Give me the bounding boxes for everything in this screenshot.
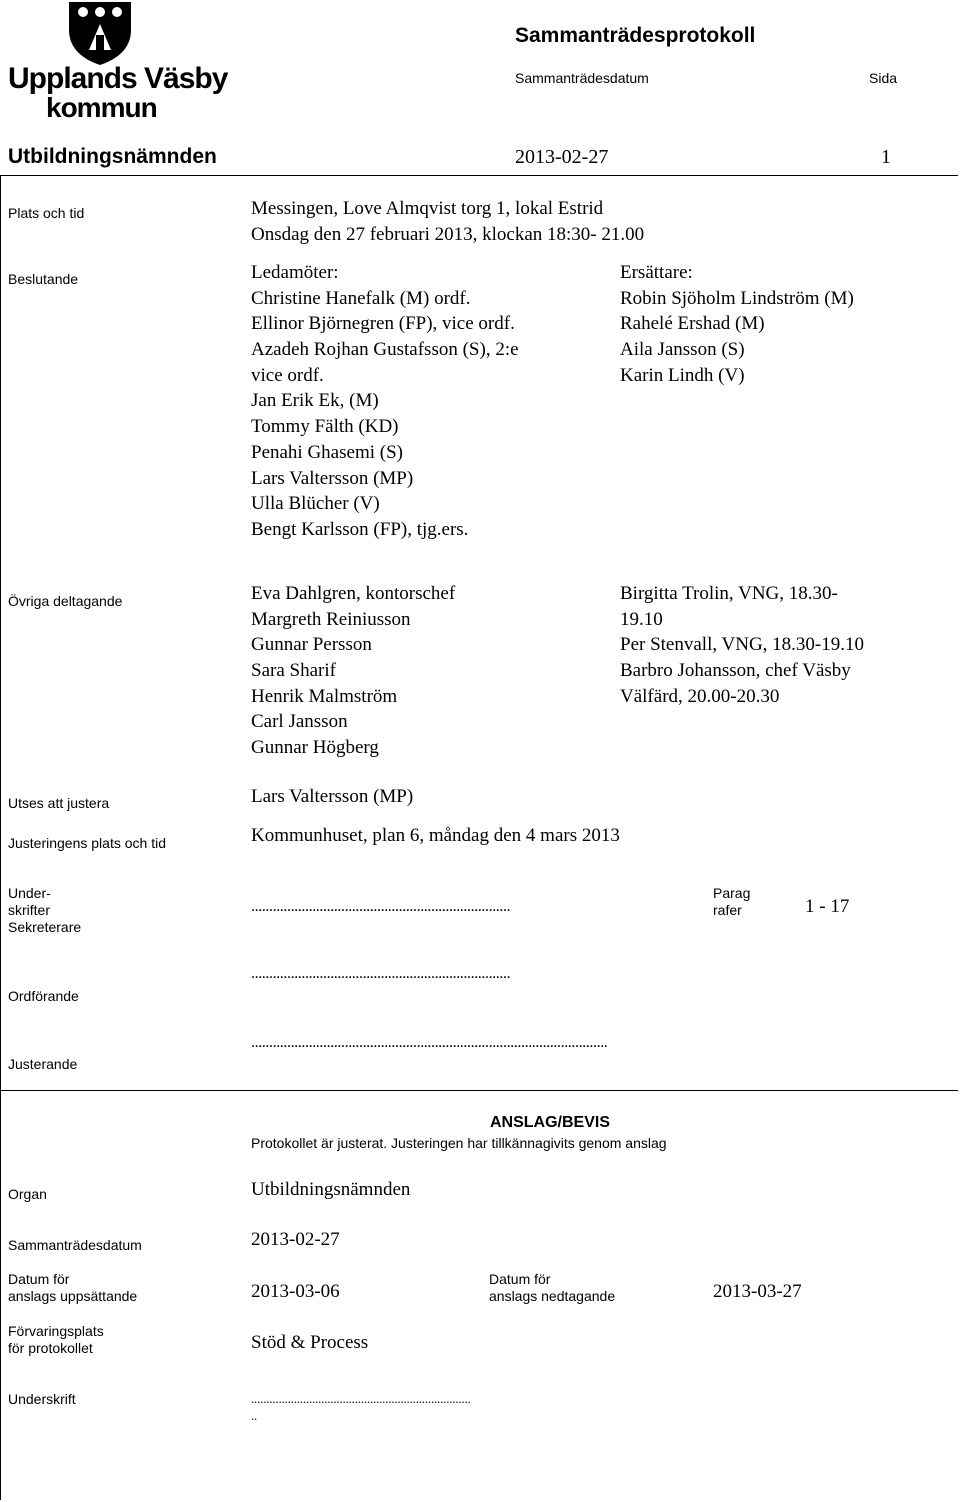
secretary-signature-line: ........................................................................ [251, 898, 511, 915]
list-item: Robin Sjöholm Lindström (M) [620, 287, 854, 309]
page-number: 1 [881, 146, 891, 168]
place-value [251, 196, 644, 247]
posted-value: 2013-03-06 [251, 1281, 340, 1302]
page-column-label: Sida [869, 70, 898, 86]
sign-line: ........................................................................ .. [251, 1391, 471, 1423]
paragraphs-value: 1 - 17 [805, 896, 850, 917]
chair-label: Ordförande [8, 988, 79, 1004]
paragraphs-label: Parag rafer [713, 885, 751, 918]
header-rule [0, 175, 958, 176]
list-item: Christine Hanefalk (M) ordf. [251, 287, 471, 309]
list-item: Carl Jansson [251, 711, 348, 733]
notice-text: Protokollet är justerat. Justeringen har tillkännagivits genom anslag [251, 1135, 667, 1151]
list-item: Ulla Blücher (V) [251, 493, 380, 515]
municipality-logo [8, 0, 228, 125]
sign-label: Underskrift [8, 1391, 76, 1407]
notice-title: ANSLAG/BEVIS [490, 1114, 611, 1131]
list-item: Jan Erik Ek, (M) [251, 390, 379, 412]
posted-label: Datum för anslags uppsättande [8, 1271, 138, 1304]
list-item: Ersättare: [620, 262, 693, 283]
list-item: Sara Sharif [251, 660, 336, 682]
list-item: Per Stenvall, VNG, 18.30-19.10 [620, 634, 864, 656]
list-item: Henrik Malmström [251, 685, 398, 707]
list-item: Gunnar Högberg [251, 737, 379, 759]
list-item: Margreth Reiniusson [251, 608, 411, 630]
logo-line-2: kommun [46, 92, 157, 123]
notice-date-label: Sammanträdesdatum [8, 1237, 142, 1253]
chair-signature-line: ........................................................................ [251, 965, 511, 982]
members-list [251, 260, 519, 543]
removed-label: Datum för anslags nedtagande [489, 1271, 616, 1304]
others-label: Övriga deltagande [8, 593, 123, 609]
adjuster-sign-label: Justerande [8, 1056, 78, 1072]
meeting-date: 2013-02-27 [515, 146, 609, 168]
list-item: Eva Dahlgren, kontorschef [251, 583, 456, 604]
logo-line-1: Upplands Väsby [8, 62, 228, 95]
list-item: vice ordf. [251, 364, 324, 386]
list-item: Birgitta Trolin, VNG, 18.30- [620, 583, 838, 604]
list-item: Rahelé Ershad (M) [620, 313, 765, 335]
list-item: Barbro Johansson, chef Väsby [620, 660, 851, 682]
adjust-place-value: Kommunhuset, plan 6, måndag den 4 mars 2013 [251, 825, 620, 846]
list-item: Tommy Fälth (KD) [251, 416, 399, 438]
adjuster-label: Utses att justera [8, 795, 110, 811]
list-item: Ledamöter: [251, 262, 339, 283]
others-list-2 [620, 581, 864, 709]
place-line: Onsdag den 27 februari 2013, klockan 18:30- 21.00 [251, 223, 645, 245]
organ-value: Utbildningsnämnden [251, 1179, 411, 1200]
list-item: Gunnar Persson [251, 634, 372, 656]
list-item: Bengt Karlsson (FP), tjg.ers. [251, 518, 469, 540]
list-item: Välfärd, 20.00-20.30 [620, 685, 780, 707]
list-item: Penahi Ghasemi (S) [251, 441, 403, 463]
list-item: 19.10 [620, 608, 663, 630]
adjust-place-label: Justeringens plats och tid [8, 835, 166, 851]
board-name: Utbildningsnämnden [8, 145, 217, 168]
secretary-label: Sekreterare [8, 919, 82, 935]
adjuster-value: Lars Valtersson (MP) [251, 786, 414, 807]
left-border [0, 175, 1, 1500]
notice-rule [0, 1090, 958, 1091]
substitutes-list [620, 260, 854, 388]
storage-label: Förvaringsplats för protokollet [8, 1323, 104, 1356]
signatures-label: Under- skrifter Sekreterare [8, 885, 82, 935]
notice-date-value: 2013-02-27 [251, 1229, 340, 1250]
organ-label: Organ [8, 1186, 47, 1202]
coat-of-arms-icon [65, 0, 135, 66]
place-line: Messingen, Love Almqvist torg 1, lokal Estrid [251, 198, 604, 219]
decision-label: Beslutande [8, 271, 79, 287]
storage-value: Stöd & Process [251, 1332, 369, 1353]
list-item: Ellinor Björnegren (FP), vice ordf. [251, 313, 515, 335]
list-item: Aila Jansson (S) [620, 339, 745, 361]
adjuster-signature-line: ................................................................................................... [251, 1034, 608, 1051]
date-column-label: Sammanträdesdatum [515, 70, 649, 86]
list-item: Karin Lindh (V) [620, 364, 745, 386]
others-list-1 [251, 581, 455, 761]
list-item: Lars Valtersson (MP) [251, 467, 414, 489]
document-title: Sammanträdesprotokoll [515, 24, 756, 47]
list-item: Azadeh Rojhan Gustafsson (S), 2:e [251, 339, 519, 361]
place-label: Plats och tid [8, 205, 85, 221]
removed-value: 2013-03-27 [713, 1281, 802, 1302]
